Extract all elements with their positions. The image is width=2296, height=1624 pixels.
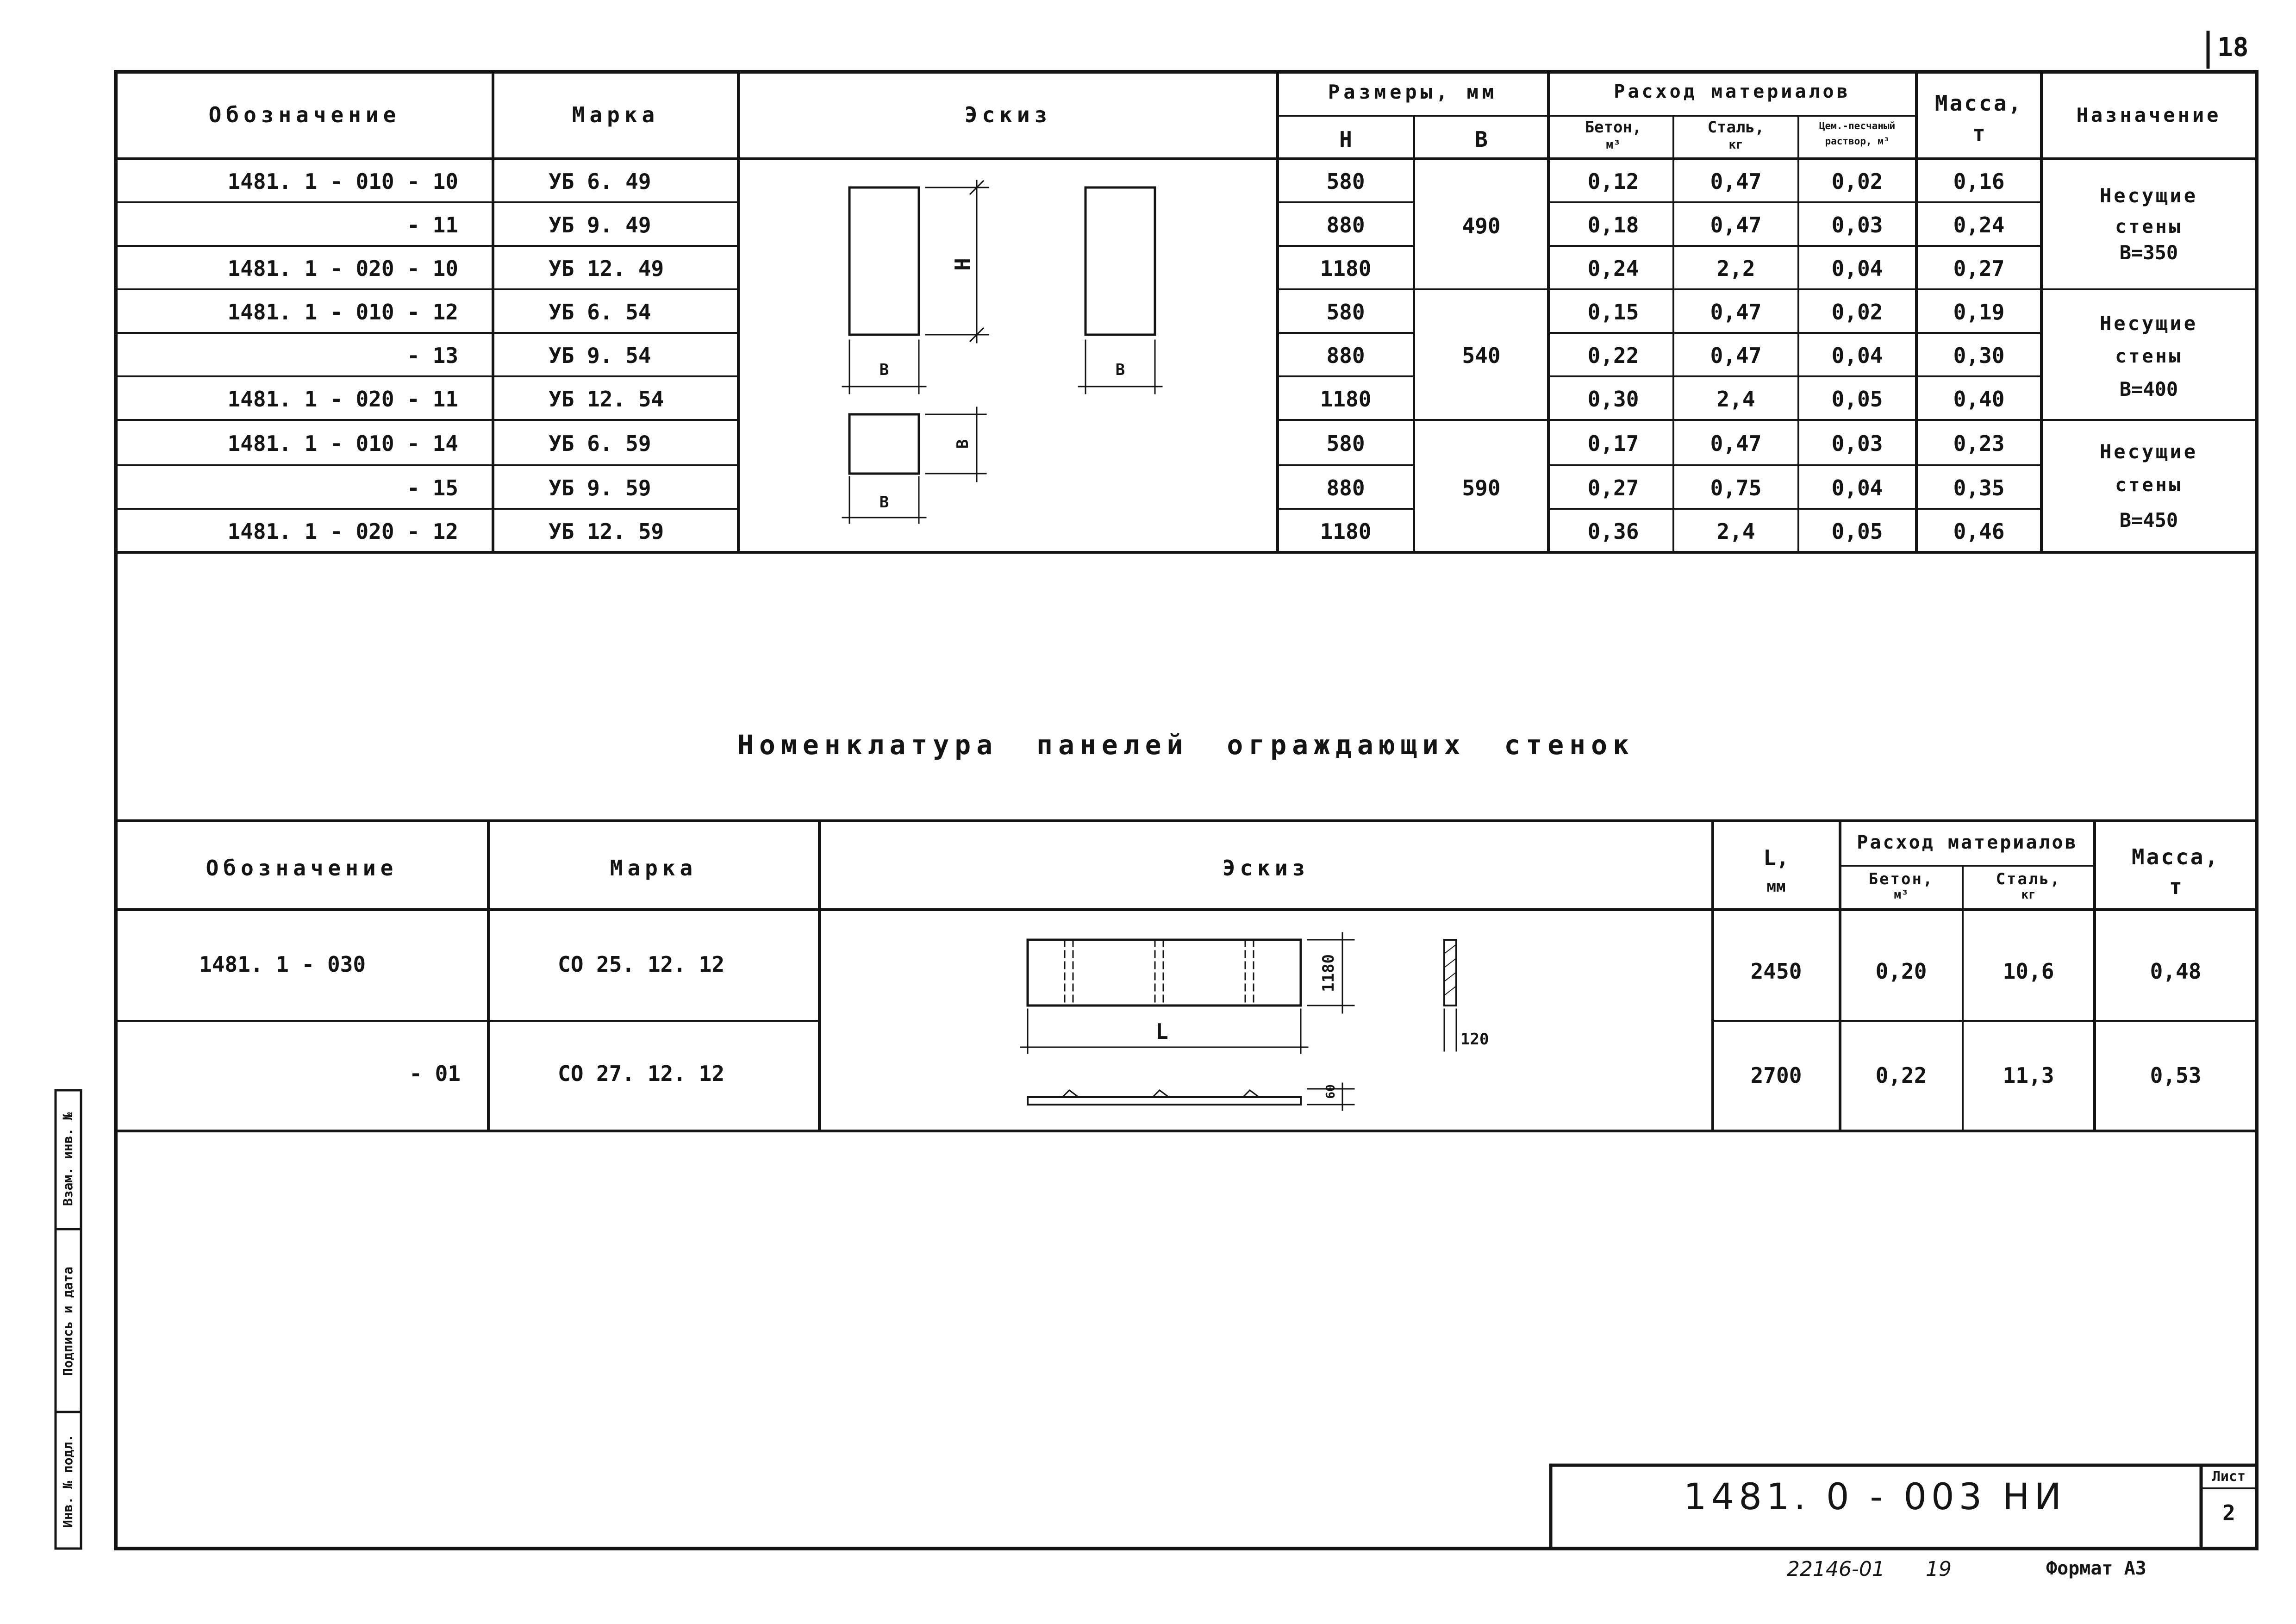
t1-row8-h: 880 <box>1326 475 1365 500</box>
t2-row1-massa: 0,48 <box>2150 959 2202 984</box>
t1-row4-cem: 0,02 <box>1831 300 1883 325</box>
t2-header-l-unit: мм <box>1766 877 1786 896</box>
t1-row3-cem: 0,04 <box>1831 256 1883 281</box>
t2-row2-oboz: - 01 <box>409 1061 461 1086</box>
t1-row4-massa: 0,19 <box>1953 300 2005 325</box>
t1-row5-massa: 0,30 <box>1953 343 2005 368</box>
t1-row9-stal: 2,4 <box>1716 519 1755 544</box>
t2-row1-marka: СО 25. 12. 12 <box>558 952 725 977</box>
t1-header-stal-unit: кг <box>1728 138 1743 152</box>
t1-sketch-b1-label: В <box>879 361 889 379</box>
t1-row6-massa: 0,40 <box>1953 387 2005 412</box>
t2-header-l: L, <box>1763 845 1789 870</box>
t1-row7-massa: 0,23 <box>1953 431 2005 456</box>
t1-row6-cem: 0,05 <box>1831 387 1883 412</box>
t1-group2-naz2: стены <box>2115 346 2183 367</box>
t1-header-marka: Марка <box>572 102 660 127</box>
t1-group1-naz3: В=350 <box>2119 241 2178 264</box>
t1-row8-cem: 0,04 <box>1831 475 1883 500</box>
t1-row2-massa: 0,24 <box>1953 212 2005 237</box>
t1-row7-stal: 0,47 <box>1710 431 1762 456</box>
t1-row3-stal: 2,2 <box>1716 256 1755 281</box>
t1-row1-cem: 0,02 <box>1831 169 1883 194</box>
t1-row8-beton: 0,27 <box>1587 475 1639 500</box>
t2-header-beton: Бетон, <box>1868 870 1934 888</box>
t1-row6-stal: 2,4 <box>1716 387 1755 412</box>
t1-row9-beton: 0,36 <box>1587 519 1639 544</box>
t1-row7-oboz: 1481. 1 - 010 - 14 <box>227 431 458 456</box>
t1-header-massa: Масса, <box>1934 91 2023 116</box>
side-stamp-inv-replace: Взам. инв. № <box>60 1112 75 1206</box>
t2-row1-l: 2450 <box>1750 959 1802 984</box>
t1-row5-stal: 0,47 <box>1710 343 1762 368</box>
t1-sketch-h-label: Н <box>950 258 975 271</box>
t1-group3-naz3: В=450 <box>2119 509 2178 531</box>
t1-row8-stal: 0,75 <box>1710 475 1762 500</box>
t2-header-rashod: Расход материалов <box>1857 832 2078 853</box>
t1-row2-cem: 0,03 <box>1831 212 1883 237</box>
t2-header-stal: Сталь, <box>1996 870 2061 888</box>
t2-row1-beton: 0,20 <box>1875 959 1927 984</box>
t1-header-beton: Бетон, <box>1585 118 1642 137</box>
list-label: Лист <box>2212 1468 2246 1485</box>
t1-row6-beton: 0,30 <box>1587 387 1639 412</box>
t1-group3-b: 590 <box>1462 475 1501 500</box>
t1-row5-beton: 0,22 <box>1587 343 1639 368</box>
t1-row2-marka: УБ 9. 49 <box>549 212 651 237</box>
t1-row1-stal: 0,47 <box>1710 169 1762 194</box>
t1-group2-naz3: В=400 <box>2119 378 2178 400</box>
t1-header-beton-unit: м³ <box>1606 138 1621 152</box>
t1-row7-cem: 0,03 <box>1831 431 1883 456</box>
t1-group3-naz2: стены <box>2115 475 2183 496</box>
t1-row7-beton: 0,17 <box>1587 431 1639 456</box>
t1-row3-oboz: 1481. 1 - 020 - 10 <box>227 256 458 281</box>
t1-header-stal: Сталь, <box>1707 118 1765 137</box>
t1-row2-stal: 0,47 <box>1710 212 1762 237</box>
list-number: 2 <box>2222 1500 2235 1525</box>
t1-row1-beton: 0,12 <box>1587 169 1639 194</box>
t1-row7-h: 580 <box>1326 431 1365 456</box>
t1-row4-marka: УБ 6. 54 <box>549 300 651 325</box>
t1-header-rashod: Расход материалов <box>1614 81 1851 102</box>
t1-header-eskiz: Эскиз <box>964 102 1052 127</box>
t2-sketch-rib-label: 60 <box>1324 1084 1338 1099</box>
sheet-frame <box>116 72 2257 1549</box>
t2-row2-massa: 0,53 <box>2150 1063 2202 1088</box>
t1-row9-cem: 0,05 <box>1831 519 1883 544</box>
t1-group2-b: 540 <box>1462 343 1501 368</box>
t1-group2-naz1: Несущие <box>2099 312 2198 335</box>
t1-row3-marka: УБ 12. 49 <box>549 256 664 281</box>
t1-row4-h: 580 <box>1326 300 1365 325</box>
t1-group3-naz1: Несущие <box>2099 440 2198 463</box>
t1-row8-massa: 0,35 <box>1953 475 2005 500</box>
section-title: Номенклатура панелей ограждающих стенок <box>737 729 1635 761</box>
table2-sketch <box>1021 933 1456 1110</box>
t2-header-massa: Масса, <box>2131 844 2220 869</box>
t1-group1-b: 490 <box>1462 213 1501 238</box>
t2-sketch-height-label: 1180 <box>1319 954 1338 992</box>
t2-header-oboznachenie: Обозначение <box>206 856 398 881</box>
t2-header-eskiz: Эскиз <box>1222 856 1310 881</box>
t1-row5-cem: 0,04 <box>1831 343 1883 368</box>
t1-row2-h: 880 <box>1326 212 1365 237</box>
footer-page: 19 <box>1926 1557 1952 1581</box>
t1-row5-oboz: - 13 <box>407 343 458 368</box>
t1-sketch-b3-label: В <box>879 493 889 512</box>
t1-row9-oboz: 1481. 1 - 020 - 12 <box>227 519 458 544</box>
t2-row2-stal: 11,3 <box>2003 1063 2054 1088</box>
t1-header-h: Н <box>1339 127 1352 152</box>
t1-row8-oboz: - 15 <box>407 475 458 500</box>
t1-sketch-b2-label: В <box>1115 361 1125 379</box>
t2-row2-l: 2700 <box>1750 1063 1802 1088</box>
t1-header-oboznachenie: Обозначение <box>208 102 401 127</box>
t1-row1-marka: УБ 6. 49 <box>549 169 651 194</box>
t1-row3-h: 1180 <box>1320 256 1372 281</box>
t1-header-naznachenie: Назначение <box>2076 104 2221 126</box>
t1-row6-h: 1180 <box>1320 387 1372 412</box>
t1-row4-beton: 0,15 <box>1587 300 1639 325</box>
t2-row2-beton: 0,22 <box>1875 1063 1927 1088</box>
t2-row2-marka: СО 27. 12. 12 <box>558 1061 725 1086</box>
format-label: Формат А3 <box>2046 1558 2146 1579</box>
t1-sketch-bside-label: В <box>954 439 972 449</box>
t1-row5-marka: УБ 9. 54 <box>549 343 651 368</box>
table1-sketch <box>842 181 1162 523</box>
t1-row1-oboz: 1481. 1 - 010 - 10 <box>227 169 458 194</box>
footer-number: 22146-01 <box>1787 1557 1885 1581</box>
t1-row3-massa: 0,27 <box>1953 256 2005 281</box>
t2-header-stal-unit: кг <box>2021 888 2036 902</box>
t1-header-massa-unit: т <box>1972 121 1985 146</box>
t2-sketch-length-label: L <box>1155 1019 1168 1044</box>
t1-row9-massa: 0,46 <box>1953 519 2005 544</box>
t1-row7-marka: УБ 6. 59 <box>549 431 651 456</box>
t2-header-beton-unit: м³ <box>1894 888 1909 902</box>
t2-row1-stal: 10,6 <box>2003 959 2054 984</box>
t1-header-cem: Цем.-песчаный <box>1819 120 1896 131</box>
t1-row8-marka: УБ 9. 59 <box>549 475 651 500</box>
t1-row9-h: 1180 <box>1320 519 1372 544</box>
page-number: 18 <box>2217 32 2249 62</box>
t2-sketch-thickness-label: 120 <box>1460 1030 1489 1049</box>
t1-row9-marka: УБ 12. 59 <box>549 519 664 544</box>
doc-code: 1481. 0 - 003 НИ <box>1683 1476 2066 1518</box>
t1-row1-massa: 0,16 <box>1953 169 2005 194</box>
t1-row4-oboz: 1481. 1 - 010 - 12 <box>227 300 458 325</box>
t1-header-cem-unit: раствор, м³ <box>1825 136 1890 147</box>
t1-row1-h: 580 <box>1326 169 1365 194</box>
t2-header-marka: Марка <box>610 856 698 881</box>
t1-header-b: В <box>1475 127 1488 152</box>
t1-header-razmery: Размеры, мм <box>1328 81 1498 103</box>
t1-row2-beton: 0,18 <box>1587 212 1639 237</box>
t1-row5-h: 880 <box>1326 343 1365 368</box>
t1-row2-oboz: - 11 <box>407 212 458 237</box>
side-stamp-sign-date: Подпись и дата <box>60 1266 75 1376</box>
t1-group1-naz1: Несущие <box>2099 184 2198 207</box>
t1-row6-oboz: 1481. 1 - 020 - 11 <box>227 387 458 412</box>
t2-row1-oboz: 1481. 1 - 030 <box>199 952 366 977</box>
t1-group1-naz2: стены <box>2115 216 2183 237</box>
side-stamp-inv-orig: Инв. № подл. <box>60 1434 75 1528</box>
t1-row3-beton: 0,24 <box>1587 256 1639 281</box>
t1-row4-stal: 0,47 <box>1710 300 1762 325</box>
table2-subgrid <box>116 866 2257 1131</box>
t1-row6-marka: УБ 12. 54 <box>549 387 664 412</box>
t2-header-massa-unit: т <box>2169 874 2182 899</box>
